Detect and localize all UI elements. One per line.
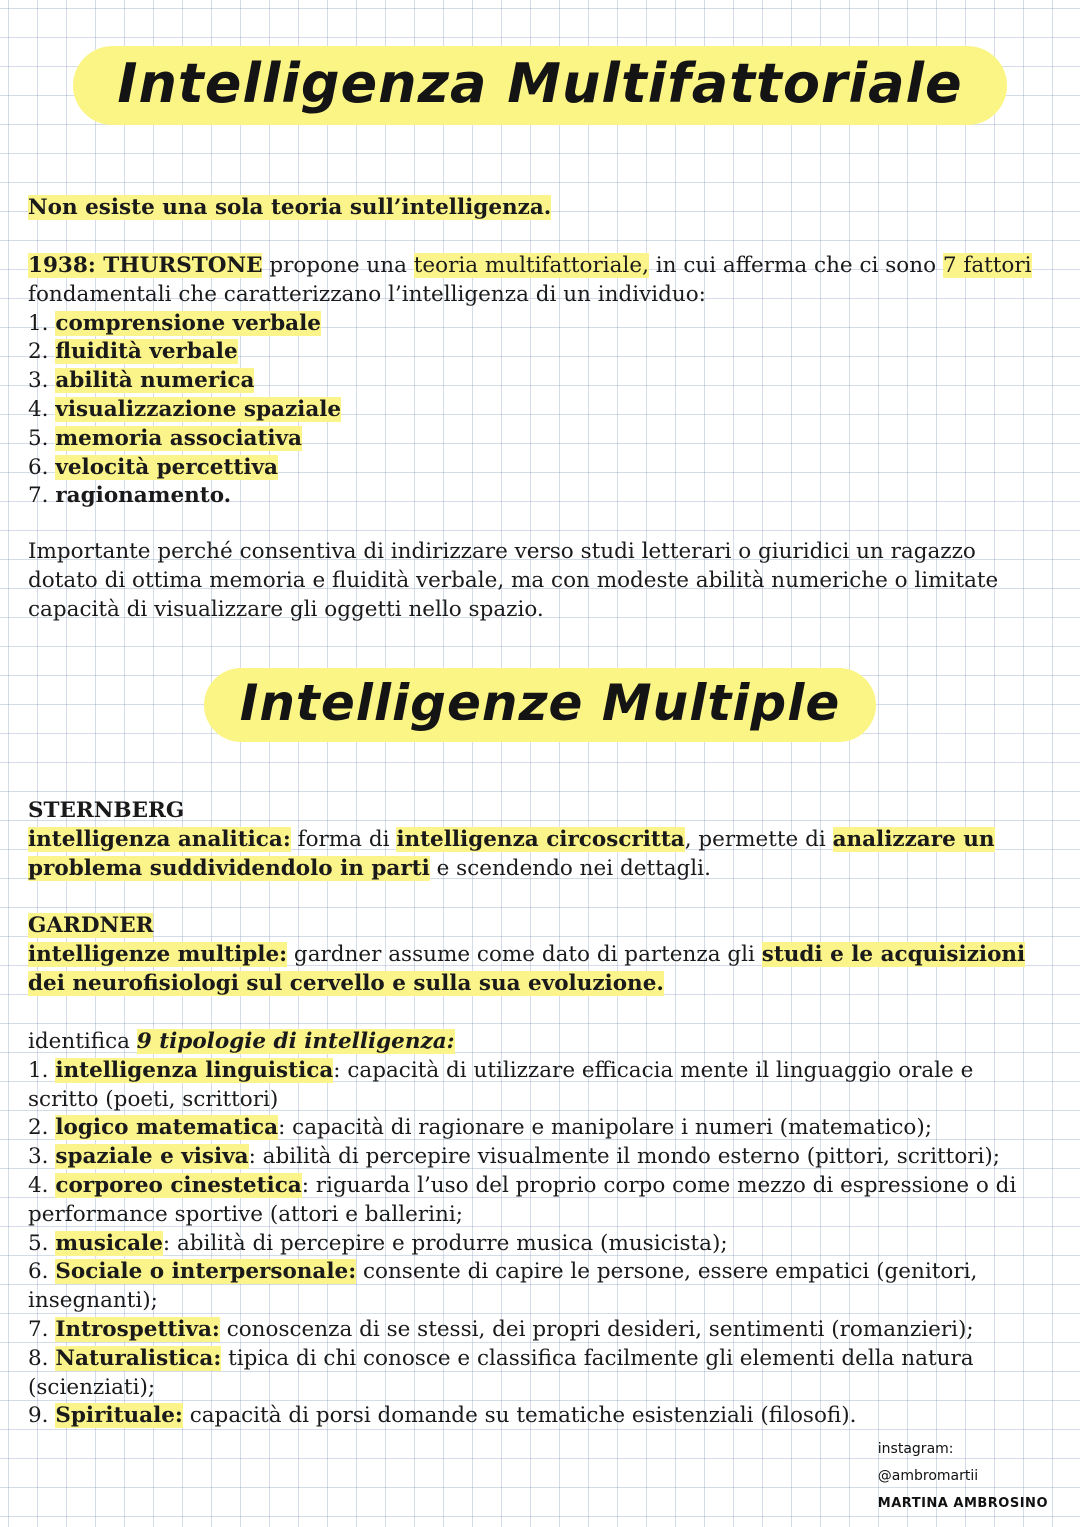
types-intro-text: identifica: [28, 1029, 137, 1054]
list-item: [28, 396, 1048, 425]
title-multifattoriale-wrap: [0, 46, 1080, 125]
sternberg-highlight-1: intelligenza circoscritta: [396, 826, 685, 852]
factor-list: [28, 310, 1048, 512]
sternberg-term: intelligenza analitica:: [28, 826, 291, 852]
sternberg-section: [28, 797, 1048, 883]
gardner-term: intelligenze multiple:: [28, 941, 288, 967]
list-item: [28, 1230, 1048, 1259]
gardner-paragraph: [28, 941, 1048, 999]
importance-paragraph: Importante perché consentiva di indirizzare verso studi letterari o giuridici un ragazzo dotato di ottima memoria e fluidità verbale, ma con modeste abilità numeriche o limitate capacità di visualizzare gli oggetti nello spazio.: [28, 539, 999, 622]
thurstone-theory: teoria multifattoriale,: [413, 253, 649, 278]
section-title: Intelligenze Multiple: [204, 668, 877, 742]
list-item-number: 5.: [28, 1230, 49, 1256]
list-item-number: 9.: [28, 1403, 49, 1429]
sternberg-text-2: , permette di: [684, 826, 833, 852]
author-credit: [878, 1436, 1048, 1517]
sternberg-paragraph: [28, 826, 1048, 884]
sternberg-text-3: e: [429, 855, 450, 881]
list-item-desc: consente di capire le persone, essere empatici (genitori, insegnanti);: [28, 1259, 978, 1314]
list-item-label: velocità percettiva: [55, 454, 278, 480]
list-item-number: 6.: [28, 454, 49, 480]
list-item-desc: tipica di chi conosce e classifica facilmente gli elementi della natura (scienziati);: [28, 1345, 974, 1400]
list-item-label: intelligenza linguistica: [55, 1057, 334, 1083]
list-item-number: 4.: [28, 396, 49, 422]
list-item-number: 1.: [28, 310, 49, 336]
list-item-label: ragionamento.: [55, 483, 232, 509]
list-item-label: Introspettiva:: [55, 1316, 220, 1342]
list-item-label: Spirituale:: [55, 1403, 183, 1429]
list-item: [28, 310, 1048, 339]
list-item-desc: conoscenza di se stessi, dei propri desideri, sentimenti (romanzieri);: [219, 1316, 974, 1342]
list-item: [28, 454, 1048, 483]
thurstone-paragraph: [28, 252, 1048, 310]
list-item-label: memoria associativa: [55, 425, 302, 451]
list-item: [28, 1316, 1048, 1345]
list-item-desc: capacità di porsi domande su tematiche esistenziali (filosofi).: [182, 1403, 857, 1429]
thurstone-section: [28, 252, 1048, 511]
thurstone-name: 1938: THURSTONE: [28, 253, 263, 278]
thurstone-text-1: propone una: [262, 253, 414, 278]
sternberg-highlight-2: analizzare un problema suddividendolo in parti: [28, 826, 995, 881]
list-item: [28, 1114, 1048, 1143]
gardner-section: [28, 912, 1048, 998]
list-item-number: 3.: [28, 368, 49, 394]
list-item-label: Sociale o interpersonale:: [55, 1259, 357, 1285]
list-item: [28, 1143, 1048, 1172]
list-item-label: Naturalistica:: [55, 1345, 222, 1371]
instagram-handle[interactable]: @ambromartii: [877, 1468, 979, 1484]
list-item-label: spaziale e visiva: [55, 1144, 249, 1170]
list-item: [28, 425, 1048, 454]
list-item-label: comprensione verbale: [55, 310, 321, 336]
intro-block: [28, 194, 1048, 223]
list-item-number: 4.: [28, 1172, 49, 1198]
importance-block: [28, 538, 1048, 624]
list-item: [28, 1172, 1048, 1230]
list-item-label: logico matematica: [55, 1115, 279, 1141]
sternberg-text-4: scendendo nei dettagli.: [449, 855, 711, 881]
list-item-desc: : abilità di percepire visualmente il mondo esterno (pittori, scrittori);: [248, 1144, 1001, 1170]
intro-statement: Non esiste una sola teoria sull’intelligenza.: [28, 195, 552, 220]
thurstone-text-2: in cui afferma che ci sono: [648, 253, 943, 278]
list-item-number: 2.: [28, 339, 49, 365]
list-item-number: 6.: [28, 1259, 49, 1285]
list-item: [28, 482, 1048, 511]
list-item-number: 3.: [28, 1144, 49, 1170]
list-item-number: 7.: [28, 1316, 49, 1342]
instagram-label: instagram:: [877, 1441, 954, 1457]
thurstone-factors-count: 7 fattori: [942, 253, 1032, 278]
sternberg-name: STERNBERG: [28, 798, 185, 823]
list-item-desc: : riguarda l’uso del proprio corpo come mezzo di espressione o di performance sportive (attori e ballerini;: [28, 1172, 1017, 1227]
sternberg-text-1: forma di: [290, 826, 397, 852]
list-item-desc: : abilità di percepire e produrre musica (musicista);: [162, 1230, 728, 1256]
author-name: MARTINA AMBROSINO: [877, 1496, 1048, 1511]
gardner-name: GARDNER: [28, 913, 154, 938]
list-item-number: 1.: [28, 1057, 49, 1083]
gardner-types-section: [28, 1028, 1048, 1431]
list-item: [28, 1258, 1048, 1316]
list-item-number: 5.: [28, 425, 49, 451]
list-item: [28, 367, 1048, 396]
list-item-desc: : capacità di ragionare e manipolare i numeri (matematico);: [278, 1115, 932, 1141]
title-multiple-wrap: [0, 668, 1080, 742]
gardner-highlight: studi e le acquisizioni dei neurofisiologi sul cervello e sulla sua evoluzione.: [28, 941, 1026, 996]
list-item: [28, 1402, 1048, 1431]
list-item-number: 2.: [28, 1115, 49, 1141]
gardner-text: gardner assume come dato di partenza gli: [287, 941, 762, 967]
page-title: Intelligenza Multifattoriale: [73, 46, 1006, 125]
thurstone-text-3: fondamentali che caratterizzano l’intelligenza di un individuo:: [28, 281, 706, 307]
types-intro: [28, 1028, 1048, 1057]
list-item: [28, 1057, 1048, 1115]
list-item-label: fluidità verbale: [55, 339, 238, 365]
list-item-desc: : capacità di utilizzare efficacia mente il linguaggio orale e scritto (poeti, scrittori): [28, 1057, 974, 1112]
list-item-label: abilità numerica: [55, 368, 255, 394]
types-count: 9 tipologie di intelligenza:: [136, 1029, 455, 1054]
list-item-label: corporeo cinestetica: [55, 1172, 302, 1198]
list-item: [28, 338, 1048, 367]
list-item-label: musicale: [55, 1230, 163, 1256]
list-item-label: visualizzazione spaziale: [55, 396, 342, 422]
list-item-number: 8.: [28, 1345, 49, 1371]
list-item: [28, 1345, 1048, 1403]
list-item-number: 7.: [28, 483, 49, 509]
